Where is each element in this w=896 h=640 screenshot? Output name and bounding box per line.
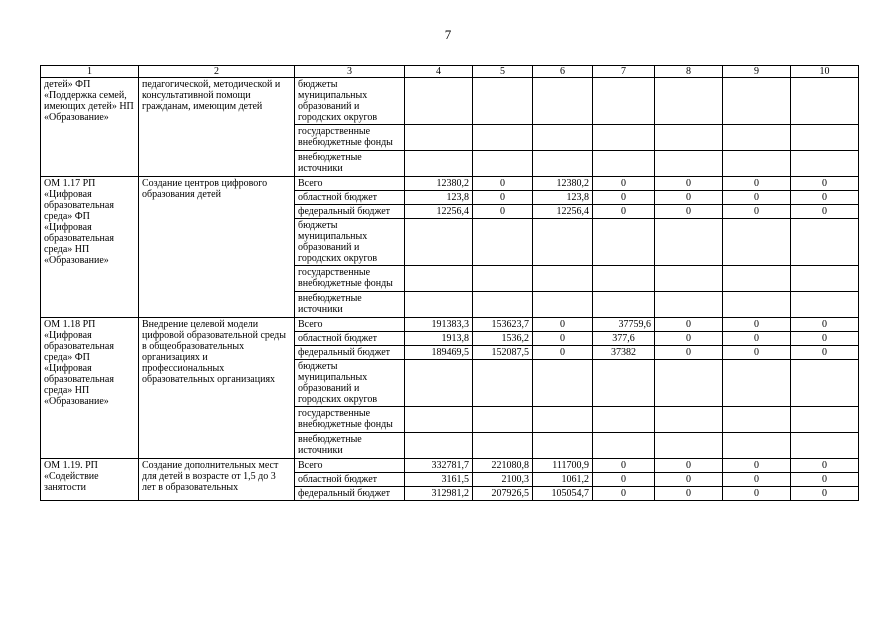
value-cell: 0: [723, 205, 791, 219]
table-row: [41, 459, 859, 473]
value-cell: 0: [723, 473, 791, 487]
budget-table: [40, 65, 859, 501]
value-cell: 12256,4: [533, 205, 593, 219]
value-cell: 0: [655, 177, 723, 191]
value-cell: 0: [473, 177, 533, 191]
column-header: 8: [655, 66, 723, 78]
measure-code-cell: ОМ 1.18 РП «Цифровая образовательная среда» ФП «Цифровая образовательная среда» НП «Образование»: [41, 318, 139, 459]
value-cell: 0: [473, 191, 533, 205]
value-cell: 0: [655, 473, 723, 487]
column-header: 3: [295, 66, 405, 78]
value-cell: 0: [723, 459, 791, 473]
column-header: 6: [533, 66, 593, 78]
source-cell: областной бюджет: [295, 473, 405, 487]
value-cell: 221080,8: [473, 459, 533, 473]
source-cell: федеральный бюджет: [295, 487, 405, 501]
column-header: 5: [473, 66, 533, 78]
value-cell: 0: [593, 487, 655, 501]
value-cell: 0: [723, 318, 791, 332]
value-cell: 0: [791, 205, 859, 219]
source-cell: государственные внебюджетные фонды: [295, 407, 405, 433]
source-cell: Всего: [295, 177, 405, 191]
column-header: 1: [41, 66, 139, 78]
value-cell: 0: [533, 318, 593, 332]
source-cell: государственные внебюджетные фонды: [295, 125, 405, 151]
value-cell: 111700,9: [533, 459, 593, 473]
column-header: 10: [791, 66, 859, 78]
value-cell: 0: [655, 191, 723, 205]
value-cell: 105054,7: [533, 487, 593, 501]
value-cell: 332781,7: [405, 459, 473, 473]
value-cell: 189469,5: [405, 346, 473, 360]
value-cell: 12380,2: [405, 177, 473, 191]
value-cell: 12256,4: [405, 205, 473, 219]
value-cell: 0: [655, 318, 723, 332]
table-row: [41, 318, 859, 332]
source-cell: областной бюджет: [295, 191, 405, 205]
value-cell: 1536,2: [473, 332, 533, 346]
value-cell: 0: [723, 487, 791, 501]
column-header: 7: [593, 66, 655, 78]
value-cell: 0: [791, 332, 859, 346]
value-cell: 1913,8: [405, 332, 473, 346]
value-cell: 0: [593, 473, 655, 487]
source-cell: внебюджетные источники: [295, 433, 405, 459]
column-header: 4: [405, 66, 473, 78]
source-cell: Всего: [295, 318, 405, 332]
value-cell: 0: [593, 191, 655, 205]
value-cell: 377,6: [593, 332, 655, 346]
value-cell: 123,8: [405, 191, 473, 205]
measure-name-cell: Создание центров цифрового образования детей: [139, 177, 295, 318]
value-cell: 0: [593, 205, 655, 219]
source-cell: областной бюджет: [295, 332, 405, 346]
value-cell: 37759,6: [593, 318, 655, 332]
source-cell: Всего: [295, 459, 405, 473]
value-cell: 0: [655, 346, 723, 360]
source-cell: государственные внебюджетные фонды: [295, 266, 405, 292]
value-cell: 0: [533, 332, 593, 346]
value-cell: 2100,3: [473, 473, 533, 487]
value-cell: 0: [791, 177, 859, 191]
value-cell: 0: [791, 473, 859, 487]
value-cell: 0: [791, 459, 859, 473]
measure-code-cell: детей» ФП «Поддержка семей, имеющих детей» НП «Образование»: [41, 78, 139, 177]
value-cell: 0: [723, 177, 791, 191]
value-cell: 153623,7: [473, 318, 533, 332]
source-cell: внебюджетные источники: [295, 292, 405, 318]
column-header: 2: [139, 66, 295, 78]
measure-code-cell: ОМ 1.17 РП «Цифровая образовательная среда» ФП «Цифровая образовательная среда» НП «Образование»: [41, 177, 139, 318]
measure-name-cell: Внедрение целевой модели цифровой образовательной среды в общеобразовательных организациях и профессиональных образовательных организациях: [139, 318, 295, 459]
value-cell: 37382: [593, 346, 655, 360]
value-cell: 152087,5: [473, 346, 533, 360]
table-row: [41, 78, 859, 125]
value-cell: 12380,2: [533, 177, 593, 191]
source-cell: федеральный бюджет: [295, 346, 405, 360]
source-cell: внебюджетные источники: [295, 151, 405, 177]
source-cell: бюджеты муниципальных образований и городских округов: [295, 219, 405, 266]
value-cell: 0: [791, 346, 859, 360]
value-cell: 0: [655, 332, 723, 346]
value-cell: 0: [791, 487, 859, 501]
measure-name-cell: Создание дополнительных мест для детей в возрасте от 1,5 до 3 лет в образовательных: [139, 459, 295, 501]
measure-name-cell: педагогической, методической и консультативной помощи гражданам, имеющим детей: [139, 78, 295, 177]
value-cell: 0: [723, 346, 791, 360]
source-cell: бюджеты муниципальных образований и городских округов: [295, 78, 405, 125]
source-cell: бюджеты муниципальных образований и городских округов: [295, 360, 405, 407]
value-cell: 0: [533, 346, 593, 360]
measure-code-cell: ОМ 1.19. РП «Содействие занятости: [41, 459, 139, 501]
column-header: 9: [723, 66, 791, 78]
value-cell: 0: [791, 318, 859, 332]
value-cell: 191383,3: [405, 318, 473, 332]
value-cell: 207926,5: [473, 487, 533, 501]
value-cell: 0: [593, 177, 655, 191]
value-cell: 0: [655, 205, 723, 219]
source-cell: федеральный бюджет: [295, 205, 405, 219]
value-cell: 0: [791, 191, 859, 205]
header-row: [41, 66, 859, 78]
value-cell: 0: [473, 205, 533, 219]
value-cell: 312981,2: [405, 487, 473, 501]
value-cell: 1061,2: [533, 473, 593, 487]
value-cell: 0: [723, 191, 791, 205]
value-cell: 123,8: [533, 191, 593, 205]
value-cell: 0: [655, 487, 723, 501]
page-number: 7: [444, 27, 452, 42]
value-cell: 0: [723, 332, 791, 346]
table-row: [41, 177, 859, 191]
value-cell: 0: [593, 459, 655, 473]
value-cell: 0: [655, 459, 723, 473]
value-cell: 3161,5: [405, 473, 473, 487]
